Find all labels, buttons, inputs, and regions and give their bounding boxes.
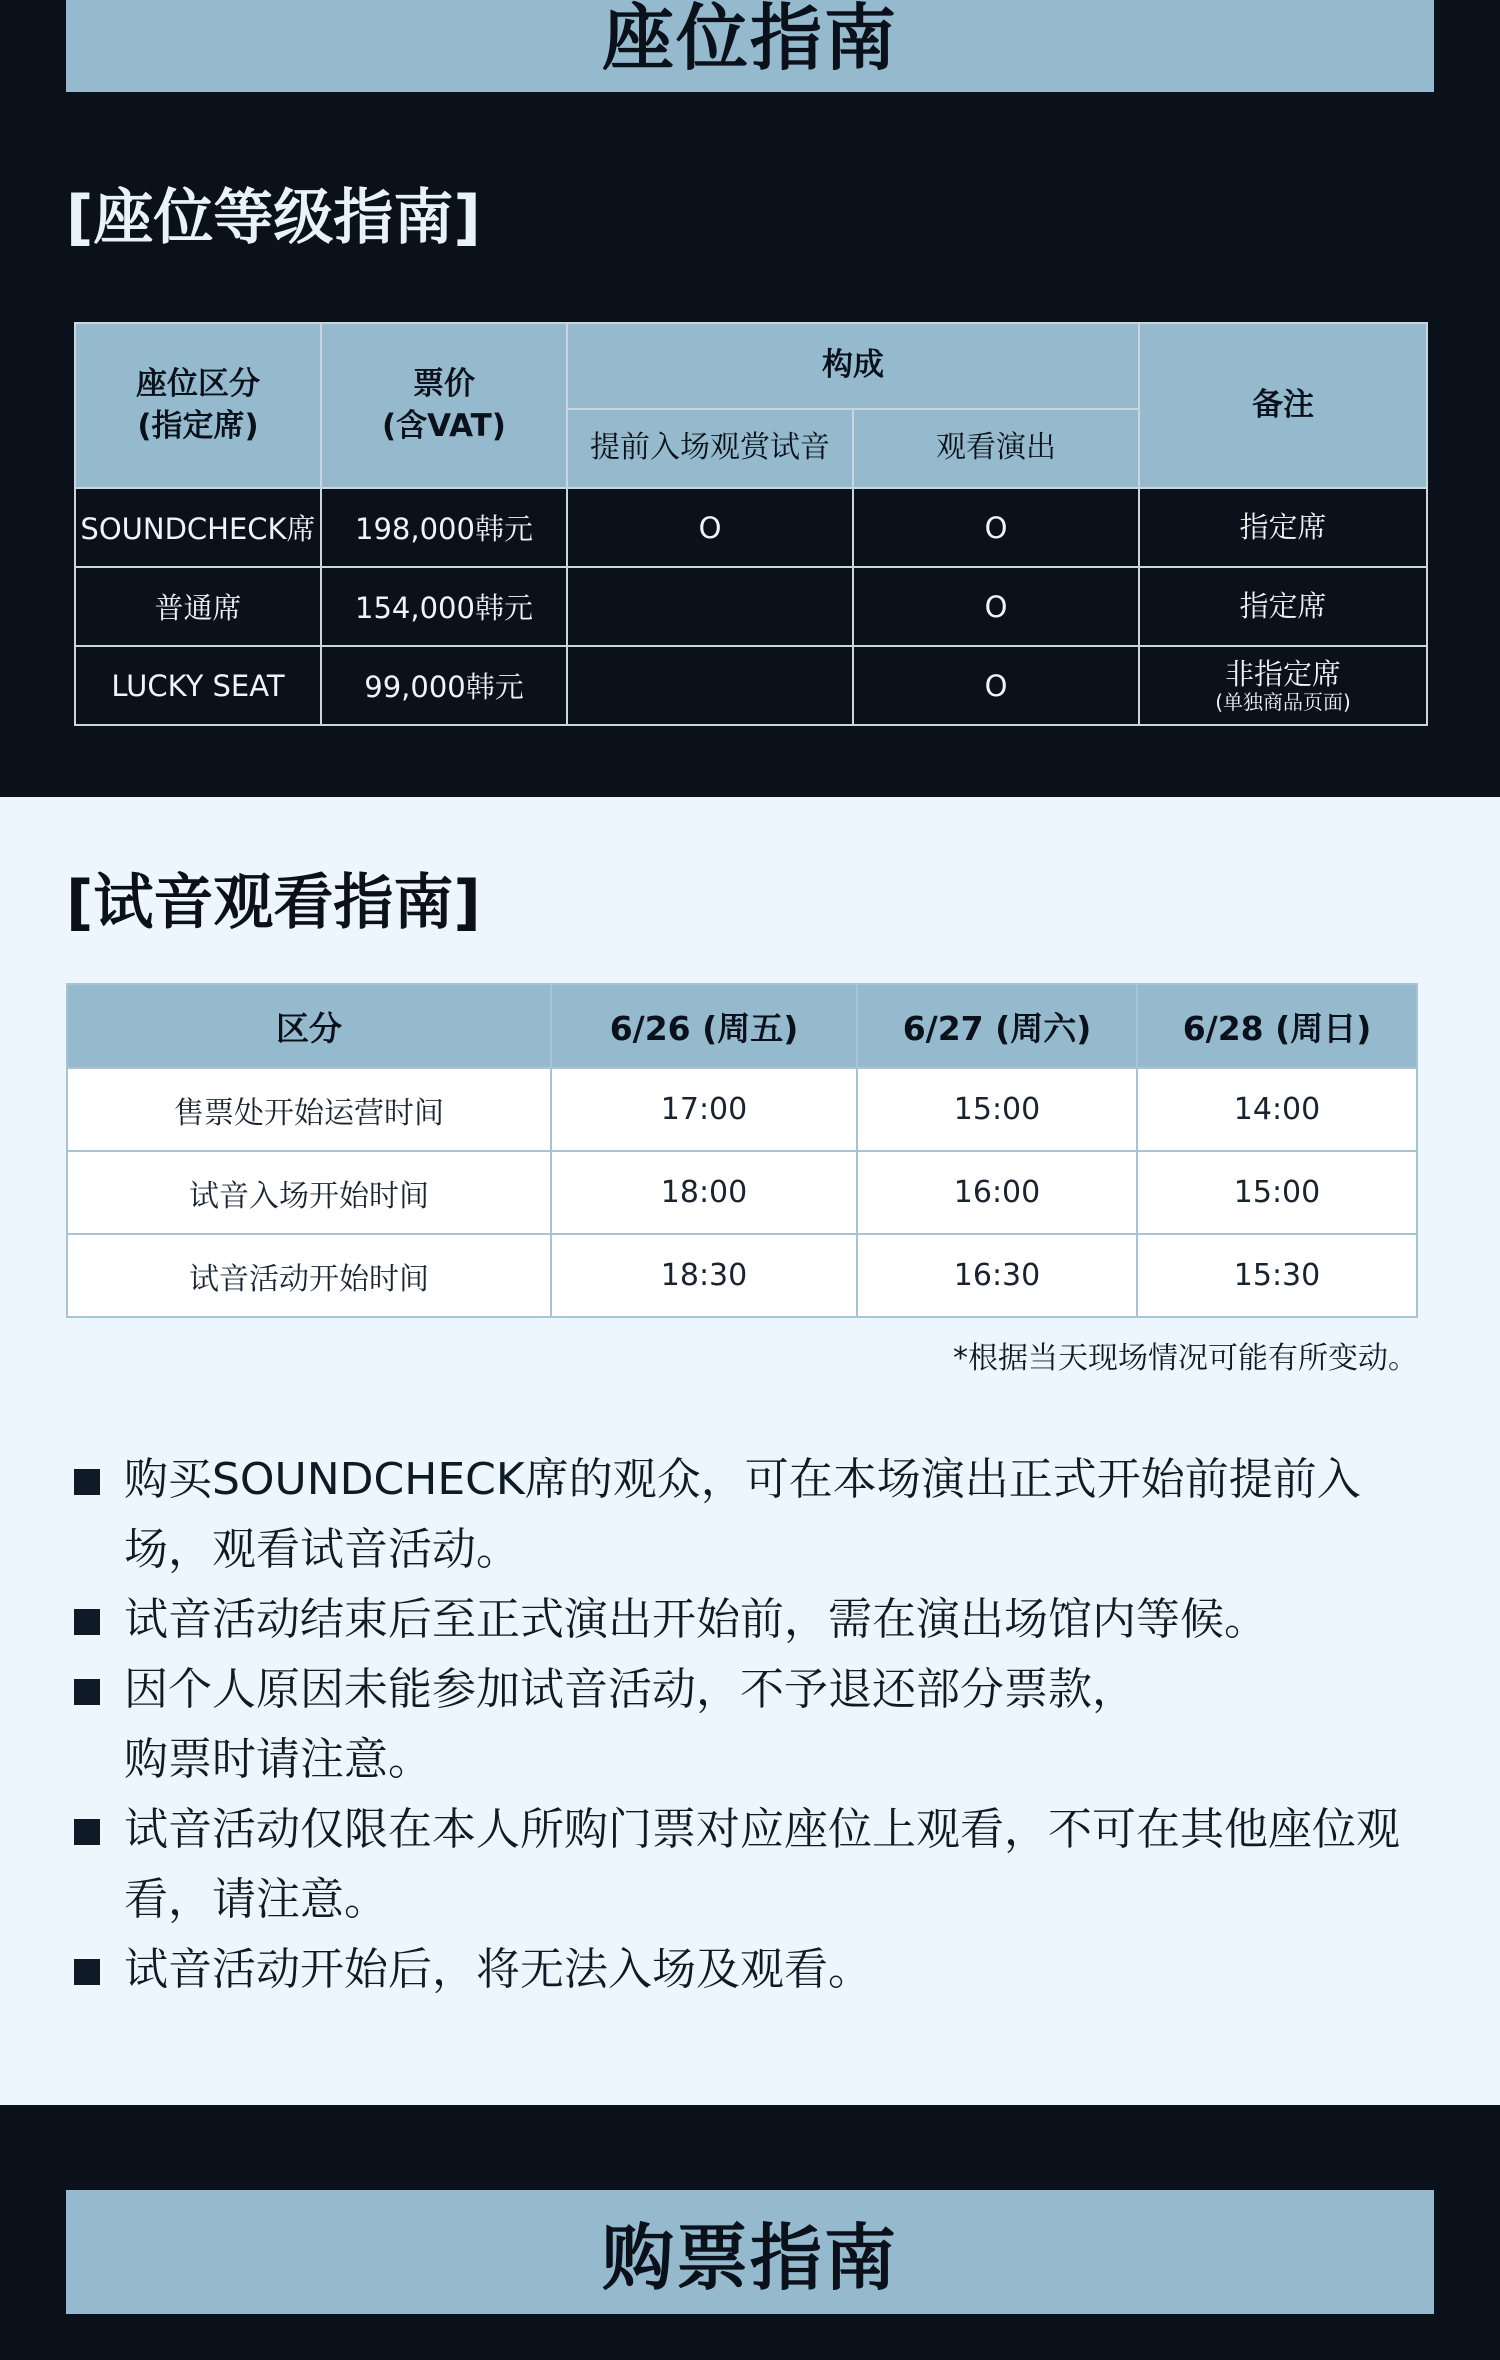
square-bullet-icon bbox=[74, 1819, 100, 1845]
seat-class-cell: SOUNDCHECK席 bbox=[75, 488, 321, 567]
schedule-time-cell: 17:00 bbox=[551, 1068, 857, 1151]
notice-text: 因个人原因未能参加试音活动，不予退还部分票款， 购票时请注意。 bbox=[124, 1664, 1136, 1785]
header-watch-show: 观看演出 bbox=[853, 409, 1139, 488]
watch-show-cell: O bbox=[853, 646, 1139, 725]
seat-guide-section bbox=[0, 0, 1500, 797]
schedule-label-cell: 售票处开始运营时间 bbox=[67, 1068, 551, 1151]
schedule-label-cell: 试音入场开始时间 bbox=[67, 1151, 551, 1234]
schedule-label-cell: 试音活动开始时间 bbox=[67, 1234, 551, 1317]
notice-item bbox=[70, 1585, 1440, 1655]
schedule-time-cell: 15:30 bbox=[1137, 1234, 1417, 1317]
seat-row bbox=[75, 646, 1427, 725]
watch-show-cell: O bbox=[853, 488, 1139, 567]
header-composition: 构成 bbox=[567, 323, 1139, 409]
early-entry-cell: O bbox=[567, 488, 853, 567]
seat-class-cell: LUCKY SEAT bbox=[75, 646, 321, 725]
notice-list bbox=[70, 1445, 1440, 2005]
schedule-row bbox=[67, 1234, 1417, 1317]
remark-cell bbox=[1139, 488, 1427, 567]
notice-item bbox=[70, 1795, 1440, 1935]
square-bullet-icon bbox=[74, 1959, 100, 1985]
schedule-footnote: *根据当天现场情况可能有所变动。 bbox=[953, 1341, 1418, 1376]
notice-text: 试音活动仅限在本人所购门票对应座位上观看，不可在其他座位观看，请注意。 bbox=[124, 1804, 1400, 1925]
square-bullet-icon bbox=[74, 1609, 100, 1635]
header-date: 6/27 (周六) bbox=[857, 984, 1137, 1068]
schedule-time-cell: 16:00 bbox=[857, 1151, 1137, 1234]
rehearsal-guide-section bbox=[0, 797, 1500, 2105]
header-date: 6/26 (周五) bbox=[551, 984, 857, 1068]
square-bullet-icon bbox=[74, 1469, 100, 1495]
schedule-time-cell: 14:00 bbox=[1137, 1068, 1417, 1151]
remark-subtext: (单独商品页面) bbox=[1215, 690, 1351, 715]
remark-text: 指定席 bbox=[1239, 588, 1327, 623]
ticket-guide-section bbox=[0, 2105, 1500, 2360]
schedule-row bbox=[67, 1151, 1417, 1234]
ticket-guide-banner: 购票指南 bbox=[66, 2190, 1434, 2314]
header-seat-class: 座位区分 (指定席) bbox=[75, 323, 321, 488]
watch-show-cell: O bbox=[853, 567, 1139, 646]
price-cell: 154,000韩元 bbox=[321, 567, 567, 646]
header-date: 6/28 (周日) bbox=[1137, 984, 1417, 1068]
seat-row bbox=[75, 567, 1427, 646]
schedule-time-cell: 16:30 bbox=[857, 1234, 1137, 1317]
schedule-time-cell: 15:00 bbox=[1137, 1151, 1417, 1234]
header-price: 票价 (含VAT) bbox=[321, 323, 567, 488]
rehearsal-heading: [试音观看指南] bbox=[66, 868, 481, 938]
rehearsal-schedule-table bbox=[66, 983, 1418, 1318]
seat-row bbox=[75, 488, 1427, 567]
notice-item bbox=[70, 1655, 1440, 1795]
remark-cell bbox=[1139, 646, 1427, 725]
seat-guide-banner: 座位指南 bbox=[66, 0, 1434, 92]
remark-text: 指定席 bbox=[1239, 509, 1327, 544]
seat-class-heading: [座位等级指南] bbox=[66, 183, 481, 253]
notice-item bbox=[70, 1445, 1440, 1585]
square-bullet-icon bbox=[74, 1679, 100, 1705]
early-entry-cell bbox=[567, 567, 853, 646]
header-early-entry: 提前入场观赏试音 bbox=[567, 409, 853, 488]
notice-text: 试音活动结束后至正式演出开始前，需在演出场馆内等候。 bbox=[124, 1594, 1268, 1645]
schedule-time-cell: 18:00 bbox=[551, 1151, 857, 1234]
seat-class-cell: 普通席 bbox=[75, 567, 321, 646]
price-cell: 198,000韩元 bbox=[321, 488, 567, 567]
schedule-row bbox=[67, 1068, 1417, 1151]
early-entry-cell bbox=[567, 646, 853, 725]
notice-text: 试音活动开始后，将无法入场及观看。 bbox=[124, 1944, 872, 1995]
schedule-time-cell: 15:00 bbox=[857, 1068, 1137, 1151]
price-cell: 99,000韩元 bbox=[321, 646, 567, 725]
remark-text: 非指定席 bbox=[1224, 656, 1341, 691]
remark-cell bbox=[1139, 567, 1427, 646]
notice-text: 购买SOUNDCHECK席的观众，可在本场演出正式开始前提前入场，观看试音活动。 bbox=[124, 1454, 1361, 1575]
header-remark: 备注 bbox=[1139, 323, 1427, 488]
schedule-time-cell: 18:30 bbox=[551, 1234, 857, 1317]
notice-item bbox=[70, 1935, 1440, 2005]
seat-class-table bbox=[74, 322, 1428, 726]
header-category: 区分 bbox=[67, 984, 551, 1068]
